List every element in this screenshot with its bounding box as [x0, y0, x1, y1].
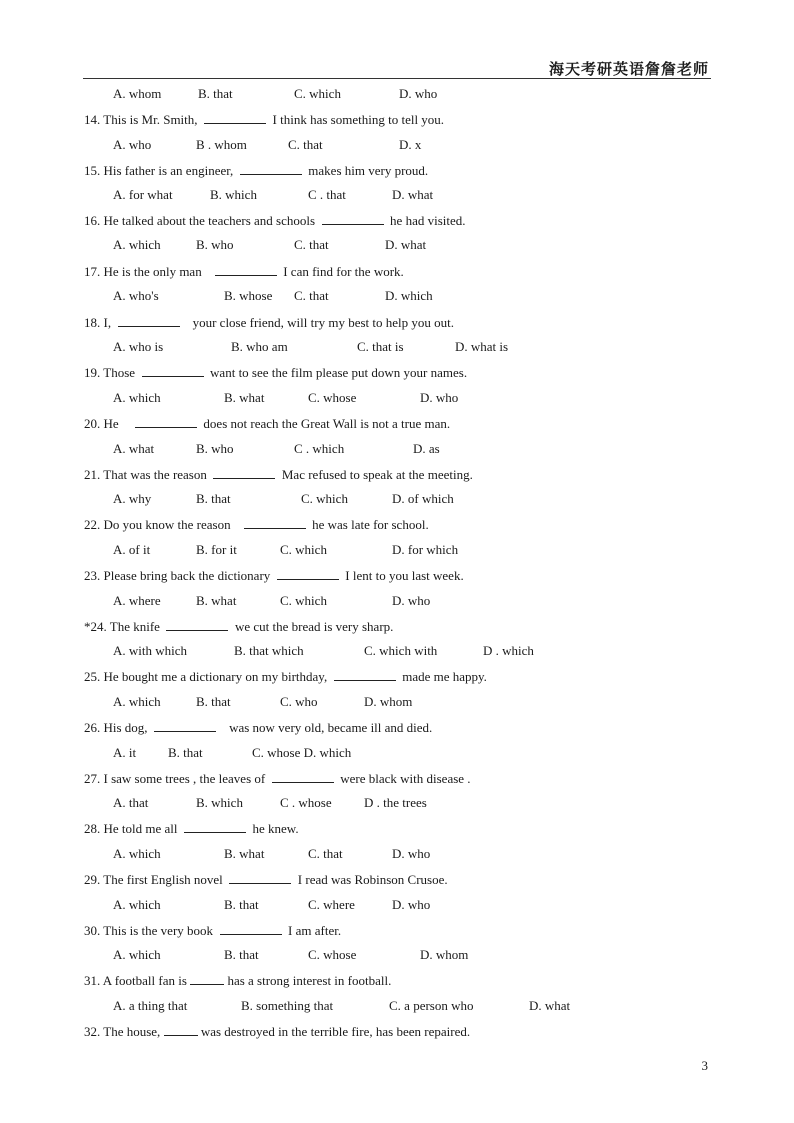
- option-d: D. of which: [392, 491, 454, 506]
- option-a: A. with which: [113, 643, 188, 658]
- answer-blank: [164, 1023, 198, 1036]
- option-d: D. who: [392, 846, 431, 861]
- option-b: B. which: [210, 187, 257, 202]
- question-29: [84, 871, 448, 888]
- question-number: 14.: [84, 112, 101, 127]
- question-number: 30.: [84, 923, 101, 938]
- option-a: A. which: [113, 390, 161, 405]
- option-d: D. who: [392, 897, 431, 912]
- option-c: C. which: [301, 491, 348, 506]
- page-number: 3: [701, 1058, 708, 1073]
- option-b: B. that: [196, 694, 231, 709]
- answer-blank: [118, 314, 180, 327]
- question-number: 17.: [84, 264, 101, 279]
- option-b: B. that: [168, 745, 203, 760]
- option-d: D. what is: [455, 339, 509, 354]
- question-18: [84, 314, 454, 331]
- question-text-after: want to see the film please put down your names.: [210, 365, 468, 380]
- question-text-before: He is the only man: [103, 264, 202, 279]
- option-c: C . which: [294, 441, 345, 456]
- question-text-after: made me happy.: [402, 669, 487, 684]
- answer-blank: [229, 871, 291, 884]
- question-number: 32.: [84, 1024, 101, 1039]
- option-a: A. a thing that: [113, 998, 188, 1013]
- answer-blank: [240, 162, 302, 175]
- question-text-after: I think has something to tell you.: [272, 112, 445, 127]
- option-b: B. that which: [234, 643, 304, 658]
- option-d: D . which: [483, 643, 534, 658]
- answer-blank: [215, 263, 277, 276]
- option-c: C . that: [308, 187, 346, 202]
- option-c: C. that: [294, 288, 329, 303]
- option-d: D. who: [392, 593, 431, 608]
- question-text-after: makes him very proud.: [308, 163, 429, 178]
- option-a: A. where: [113, 593, 161, 608]
- option-c: C. who: [280, 694, 318, 709]
- option-d: D. x: [399, 137, 422, 152]
- question-number: 21.: [84, 467, 101, 482]
- option-c: C. which: [280, 542, 327, 557]
- option-d: D . the trees: [364, 795, 427, 810]
- question-text-before: He bought me a dictionary on my birthday,: [103, 669, 328, 684]
- option-d: D. whom: [420, 947, 469, 962]
- option-d: D. which: [385, 288, 433, 303]
- answer-blank: [220, 922, 282, 935]
- page-header: [83, 56, 711, 79]
- option-c: C. that: [288, 137, 323, 152]
- question-number: 29.: [84, 872, 101, 887]
- question-text-before: He told me all: [103, 821, 178, 836]
- option-b: B. what: [196, 593, 237, 608]
- option-a: A. what: [113, 441, 155, 456]
- question-text-before: This is Mr. Smith,: [103, 112, 198, 127]
- question-text-after: does not reach the Great Wall is not a true man.: [203, 416, 451, 431]
- option-d: D. as: [413, 441, 440, 456]
- question-text-before: This is the very book: [103, 923, 214, 938]
- question-number: 15.: [84, 163, 101, 178]
- question-text-after: has a strong interest in football.: [227, 973, 392, 988]
- question-20: [84, 415, 450, 432]
- option-d: D. what: [529, 998, 571, 1013]
- question-number: 22.: [84, 517, 101, 532]
- question-number: *24.: [84, 619, 107, 634]
- question-32: [84, 1023, 470, 1040]
- question-24: [84, 618, 393, 635]
- option-d: D. whom: [364, 694, 413, 709]
- option-d: D. what: [392, 187, 434, 202]
- option-b: B. who: [196, 441, 234, 456]
- question-text-before: That was the reason: [103, 467, 207, 482]
- option-a: A. who is: [113, 339, 164, 354]
- option-b: B. that: [196, 491, 231, 506]
- option-d: D. what: [385, 237, 427, 252]
- question-text-before: He: [103, 416, 119, 431]
- option-d: D. who: [420, 390, 459, 405]
- question-text-after: I am after.: [288, 923, 342, 938]
- question-text-after: was destroyed in the terrible fire, has been repaired.: [200, 1024, 471, 1039]
- option-b: B. something that: [241, 998, 334, 1013]
- option-a: A. who's: [113, 288, 159, 303]
- option-c: C. which: [280, 593, 327, 608]
- option-b: B. for it: [196, 542, 237, 557]
- question-text-after: I lent to you last week.: [345, 568, 464, 583]
- question-text-before: I saw some trees , the leaves of: [103, 771, 266, 786]
- question-25: [84, 668, 487, 685]
- question-text-after: was now very old, became ill and died.: [229, 720, 433, 735]
- question-number: 27.: [84, 771, 101, 786]
- option-b: B. what: [224, 846, 265, 861]
- answer-blank: [166, 618, 228, 631]
- answer-blank: [135, 415, 197, 428]
- question-text-before: A football fan is: [102, 973, 187, 988]
- question-text-before: He talked about the teachers and schools: [103, 213, 316, 228]
- option-c: C. whose: [308, 947, 357, 962]
- question-15: [84, 162, 428, 179]
- option-c: C . whose: [280, 795, 332, 810]
- option-b: B. whose: [224, 288, 273, 303]
- answer-blank: [322, 212, 384, 225]
- answer-blank: [184, 820, 246, 833]
- answer-blank: [272, 770, 334, 783]
- option-a: A. for what: [113, 187, 173, 202]
- question-number: 19.: [84, 365, 101, 380]
- option-b: B. that: [198, 86, 233, 101]
- option-c: C. which: [294, 86, 341, 101]
- option-a: A. which: [113, 897, 161, 912]
- option-a: A. which: [113, 237, 161, 252]
- question-16: [84, 212, 466, 229]
- question-number: 28.: [84, 821, 101, 836]
- question-number: 18.: [84, 315, 101, 330]
- option-b: B. what: [224, 390, 265, 405]
- answer-blank: [204, 111, 266, 124]
- answer-blank: [213, 466, 275, 479]
- option-c: C. that: [308, 846, 343, 861]
- question-number: 20.: [84, 416, 101, 431]
- answer-blank: [190, 972, 224, 985]
- option-c: C. that is: [357, 339, 404, 354]
- option-a: A. which: [113, 947, 161, 962]
- option-a: A. of it: [113, 542, 151, 557]
- answer-blank: [244, 516, 306, 529]
- question-21: [84, 466, 473, 483]
- question-text-after: he knew.: [252, 821, 299, 836]
- question-text-before: His father is an engineer,: [103, 163, 234, 178]
- question-30: [84, 922, 341, 939]
- option-d: D. for which: [392, 542, 459, 557]
- question-23: [84, 567, 464, 584]
- question-number: 26.: [84, 720, 101, 735]
- option-c: C. whose D. which: [252, 745, 352, 760]
- header-title: 海天考研英语詹詹老师: [548, 60, 709, 78]
- question-number: 31.: [84, 973, 101, 988]
- question-22: [84, 516, 429, 533]
- question-14: [84, 111, 444, 128]
- question-31: [84, 972, 391, 989]
- question-text-before: The house,: [103, 1024, 161, 1039]
- question-text-after: he was late for school.: [312, 517, 429, 532]
- option-c: C. where: [308, 897, 355, 912]
- question-26: [84, 719, 432, 736]
- question-text-after: I can find for the work.: [283, 264, 404, 279]
- question-17: [84, 263, 404, 280]
- option-a: A. whom: [113, 86, 162, 101]
- question-text-before: The first English novel: [103, 872, 223, 887]
- option-b: B. which: [196, 795, 243, 810]
- option-c: C. which with: [364, 643, 438, 658]
- question-text-after: were black with disease .: [340, 771, 471, 786]
- option-a: A. which: [113, 694, 161, 709]
- answer-blank: [334, 668, 396, 681]
- question-text-after: your close friend, will try my best to help you out.: [192, 315, 454, 330]
- option-c: C. that: [294, 237, 329, 252]
- answer-blank: [142, 364, 204, 377]
- option-b: B. who am: [231, 339, 288, 354]
- question-number: 25.: [84, 669, 101, 684]
- option-a: A. which: [113, 846, 161, 861]
- question-text-before: The knife: [109, 619, 160, 634]
- answer-blank: [154, 719, 216, 732]
- option-b: B. who: [196, 237, 234, 252]
- question-28: [84, 820, 299, 837]
- option-b: B. that: [224, 947, 259, 962]
- question-text-before: His dog,: [103, 720, 148, 735]
- question-number: 16.: [84, 213, 101, 228]
- option-c: C. whose: [308, 390, 357, 405]
- option-a: A. why: [113, 491, 152, 506]
- question-number: 23.: [84, 568, 101, 583]
- question-text-before: Please bring back the dictionary: [103, 568, 271, 583]
- option-a: A. it: [113, 745, 137, 760]
- option-d: D. who: [399, 86, 438, 101]
- question-19: [84, 364, 467, 381]
- question-text-before: Those: [103, 365, 136, 380]
- question-27: [84, 770, 471, 787]
- question-text-after: we cut the bread is very sharp.: [234, 619, 394, 634]
- option-a: A. who: [113, 137, 152, 152]
- question-text-before: Do you know the reason: [103, 517, 231, 532]
- question-text-after: I read was Robinson Crusoe.: [297, 872, 448, 887]
- question-text-before: I,: [103, 315, 112, 330]
- question-text-after: he had visited.: [390, 213, 466, 228]
- option-b: B . whom: [196, 137, 247, 152]
- question-text-after: Mac refused to speak at the meeting.: [281, 467, 473, 482]
- option-b: B. that: [224, 897, 259, 912]
- answer-blank: [277, 567, 339, 580]
- option-c: C. a person who: [389, 998, 474, 1013]
- option-a: A. that: [113, 795, 149, 810]
